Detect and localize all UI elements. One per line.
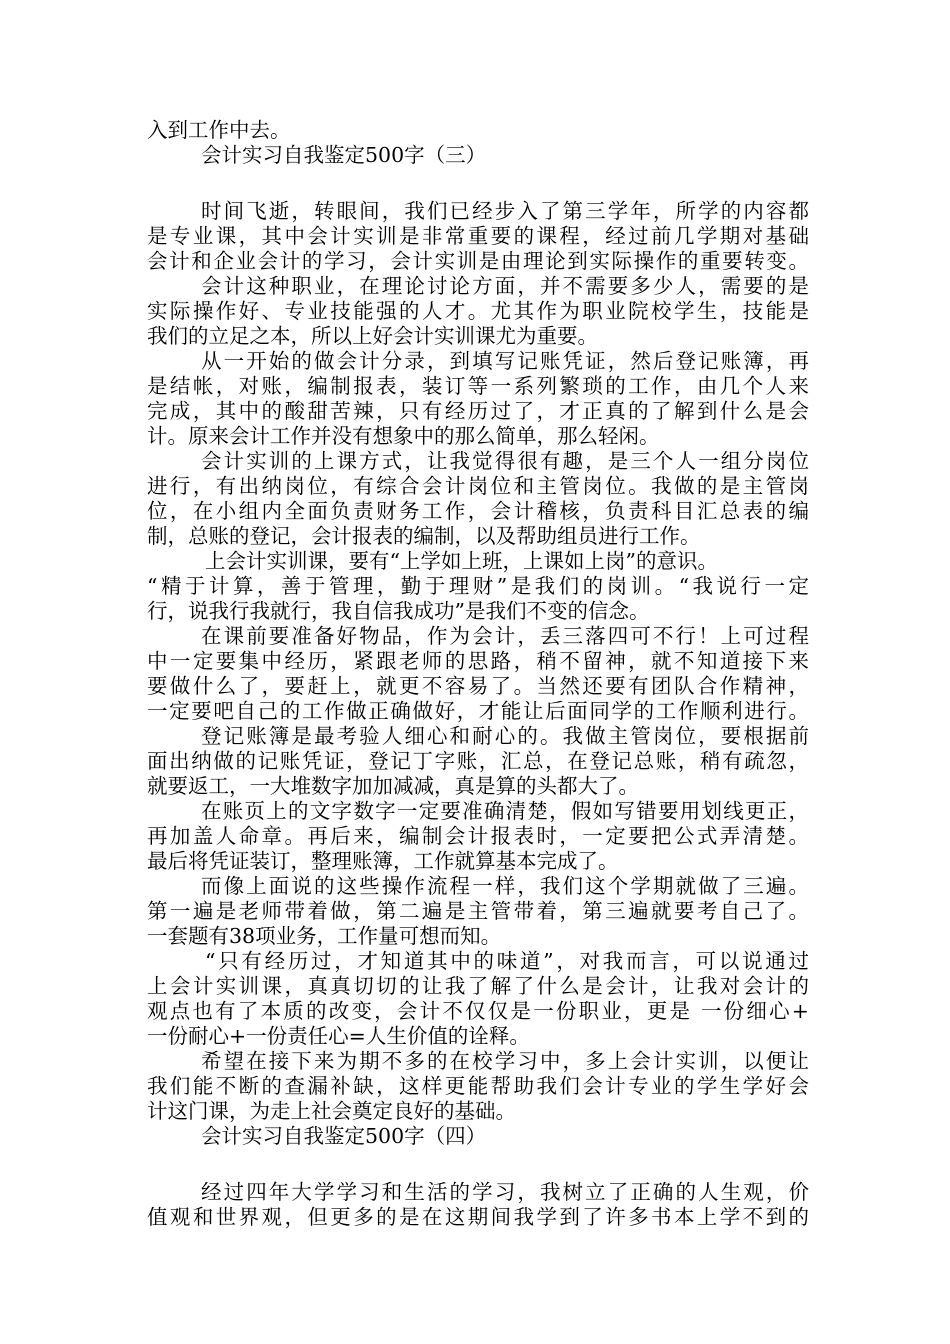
paragraph-line: 是专业课，其中会计实训是非常重要的课程，经过前几学期对基础 [147,224,809,248]
paragraph-line: 是结帐，对账，编制报表，装订等一系列繁琐的工作，由几个人来 [147,374,809,398]
paragraph-line: 上会计实训课，要有“上学如上班，上课如上岗”的意识。 [205,549,718,573]
paragraph [147,1049,809,1124]
paragraph-line: 希望在接下来为期不多的在校学习中，多上会计实训，以便让 [201,1049,809,1073]
section-3-heading: 会计实习自我鉴定500字（三） [201,143,487,167]
paragraph-line: 一份耐心+一份责任心=人生价值的诠释。 [147,1024,530,1048]
paragraph-line: 经过四年大学学习和生活的学习，我树立了正确的人生观，价 [201,1180,809,1204]
paragraph-line: 最后将凭证装订，整理账簿，工作就算基本完成了。 [147,849,619,873]
paragraph [147,549,809,624]
paragraph [147,449,809,549]
paragraph-line: 就要返工，一大堆数字加加减减，真是算的头都大了。 [147,774,639,798]
paragraph-line: 制，总账的登记，会计报表的编制，以及帮助组员进行工作。 [147,524,701,548]
paragraph-line: 实际操作好、专业技能强的人才。尤其作为职业院校学生，技能是 [147,299,809,323]
paragraph-line: 一定要吧自己的工作做正确做好，才能让后面同学的工作顺利进行。 [147,699,809,723]
paragraph-line: 会计这种职业，在理论讨论方面，并不需要多少人，需要的是 [201,274,809,298]
paragraph-line: 从一开始的做会计分录，到填写记账凭证，然后登记账簿，再 [201,349,809,373]
paragraph-line: 再加盖人命章。再后来，编制会计报表时，一定要把公式弄清楚。 [147,824,809,848]
paragraph-line: 登记账簿是最考验人细心和耐心的。我做主管岗位，要根据前 [201,724,809,748]
paragraph-line: 面出纳做的记账凭证，登记丁字账，汇总，在登记总账，稍有疏忽， [147,749,809,773]
paragraph [147,1180,809,1230]
section-4-heading: 会计实习自我鉴定500字（四） [201,1124,487,1148]
paragraph-line: 值观和世界观，但更多的是在这期间我学到了许多书本上学不到的 [147,1205,809,1229]
paragraph-line: “只有经历过，才知道其中的味道”，对我而言，可以说通过 [205,949,809,973]
paragraph-line: “精于计算，善于管理，勤于理财”是我们的岗训。“我说行一定 [147,574,809,598]
paragraph [147,199,809,274]
paragraph-line: 一套题有38项业务，工作量可想而知。 [147,924,502,948]
document-body [147,118,809,1230]
paragraph [147,874,809,949]
paragraph-line: 完成，其中的酸甜苦辣，只有经历过了，才正真的了解到什么是会 [147,399,809,423]
paragraph [147,349,809,449]
paragraph-line: 观点也有了本质的改变，会计不仅仅是一份职业，更是 一份细心+ [147,999,809,1023]
paragraph-line: 计这门课，为走上社会奠定良好的基础。 [147,1099,516,1123]
intro-tail-line: 入到工作中去。 [147,118,291,142]
paragraph-line: 要做什么了，要赶上，就更不容易了。当然还要有团队合作精神， [147,674,809,698]
paragraph-line: 而像上面说的这些操作流程一样，我们这个学期就做了三遍。 [201,874,809,898]
paragraph-line: 时间飞逝，转眼间，我们已经步入了第三学年，所学的内容都 [201,199,809,223]
paragraph [147,624,809,724]
paragraph-line: 行，说我行我就行，我自信我成功”是我们不变的信念。 [147,599,650,623]
paragraph-line: 上会计实训课，真真切切的让我了解了什么是会计，让我对会计的 [147,974,809,998]
paragraph-line: 在课前要准备好物品，作为会计，丢三落四可不行！上可过程 [201,624,809,648]
paragraph-line: 我们能不断的查漏补缺，这样更能帮助我们会计专业的学生学好会 [147,1074,809,1098]
paragraph-line: 位，在小组内全面负责财务工作，会计稽核，负责科目汇总表的编 [147,499,809,523]
paragraph-line: 会计实训的上课方式，让我觉得很有趣，是三个人一组分岗位 [201,449,809,473]
paragraph-line: 在账页上的文字数字一定要准确清楚，假如写错要用划线更正， [201,799,809,823]
paragraph-line: 会计和企业会计的学习，会计实训是由理论到实际操作的重要转变。 [147,249,809,273]
paragraph [147,949,809,1049]
paragraph [147,724,809,799]
paragraph-line: 中一定要集中经历，紧跟老师的思路，稍不留神，就不知道接下来 [147,649,809,673]
paragraph-line: 进行，有出纳岗位，有综合会计岗位和主管岗位。我做的是主管岗 [147,474,809,498]
blank-line [147,1149,809,1180]
paragraph-line: 我们的立足之本，所以上好会计实训课尤为重要。 [147,324,598,348]
paragraph [147,799,809,874]
paragraph-line: 计。原来会计工作并没有想象中的那么简单，那么轻闲。 [147,424,660,448]
paragraph-line: 第一遍是老师带着做，第二遍是主管带着，第三遍就要考自己了。 [147,899,809,923]
blank-line [147,168,809,199]
paragraph [147,274,809,349]
